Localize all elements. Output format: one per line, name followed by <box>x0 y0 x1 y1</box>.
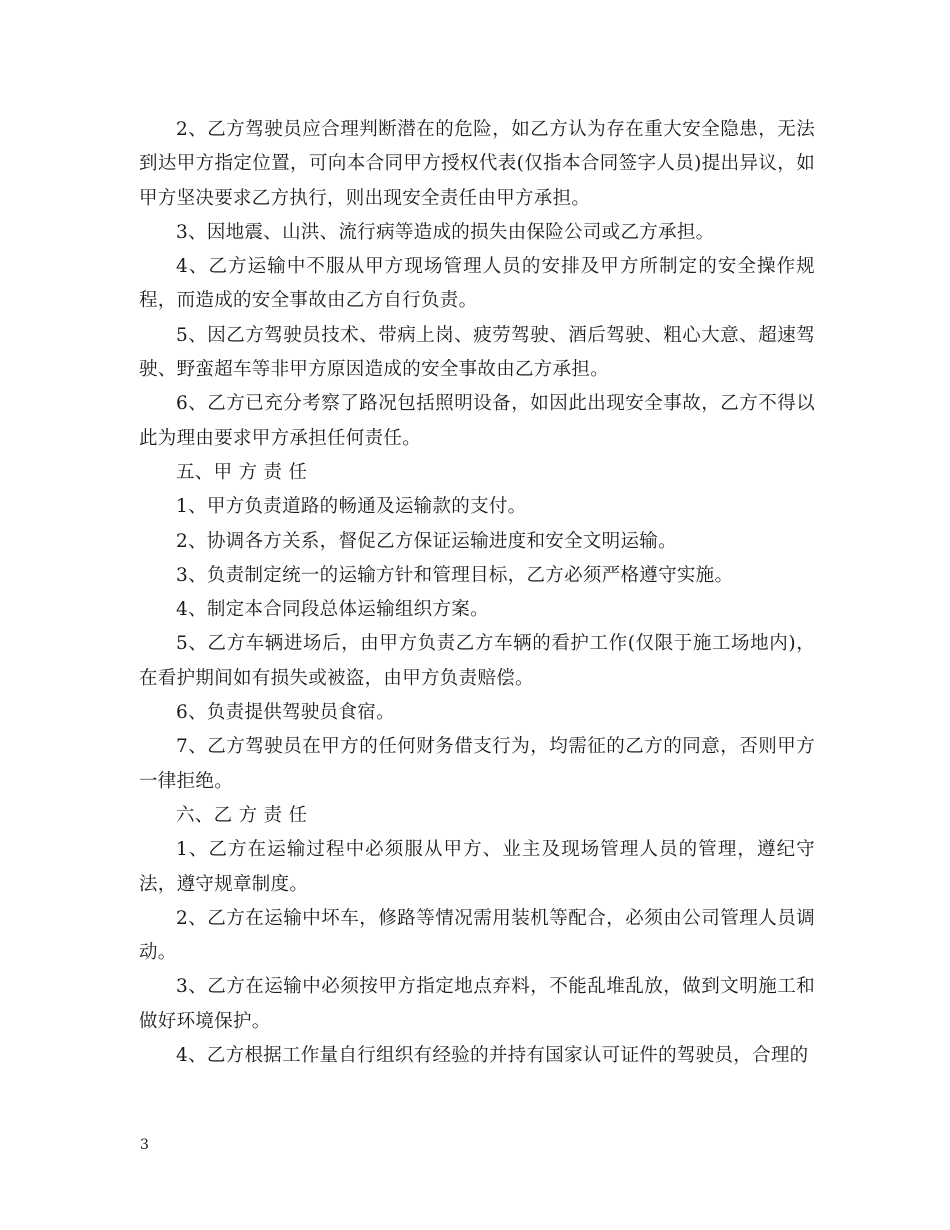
clause-6-2: 2、乙方在运输中坏车，修路等情况需用装机等配合，必须由公司管理人员调动。 <box>139 907 815 964</box>
clause-6-4: 4、乙方根据工作量自行组织有经验的并持有国家认可证件的驾驶员，合理的 <box>176 1045 809 1067</box>
section-heading-5: 五、甲 方 责 任 <box>176 461 308 483</box>
clause-4-4: 4、乙方运输中不服从甲方现场管理人员的安排及甲方所制定的安全操作规程，而造成的安全事故由乙方自行负责。 <box>139 256 815 312</box>
clause-5-4: 4、制定本合同段总体运输组织方案。 <box>176 599 489 621</box>
clause-5-7: 7、乙方驾驶员在甲方的任何财务借支行为，均需征的乙方的同意，否则甲方一律拒绝。 <box>139 736 815 792</box>
clause-4-6: 6、乙方已充分考察了路况包括照明设备，如因此出现安全事故，乙方不得以此为理由要求甲方承担任何责任。 <box>139 393 815 449</box>
clause-6-3: 3、乙方在运输中必须按甲方指定地点弃料，不能乱堆乱放，做到文明施工和做好环境保护。 <box>139 976 815 1032</box>
clause-5-1: 1、甲方负责道路的畅通及运输款的支付。 <box>176 496 527 518</box>
clause-5-2: 2、协调各方关系，督促乙方保证运输进度和安全文明运输。 <box>176 530 677 552</box>
page-number: 3 <box>140 1137 149 1153</box>
clause-6-1: 1、乙方在运输过程中必须服从甲方、业主及现场管理人员的管理，遵纪守法，遵守规章制度。 <box>139 839 815 895</box>
clause-4-2: 2、乙方驾驶员应合理判断潜在的危险，如乙方认为存在重大安全隐患，无法到达甲方指定位置，可向本合同甲方授权代表(仅指本合同签字人员)提出异议，如甲方坚决要求乙方执行，则出现安全责任由甲方承担。 <box>139 119 815 209</box>
clause-4-5: 5、因乙方驾驶员技术、带病上岗、疲劳驾驶、酒后驾驶、粗心大意、超速驾驶、野蛮超车等非甲方原因造成的安全事故由乙方承担。 <box>139 324 815 381</box>
clause-5-3: 3、负责制定统一的运输方针和管理目标，乙方必须严格遵守实施。 <box>176 564 734 586</box>
document-body <box>139 113 815 1073</box>
section-heading-6: 六、乙 方 责 任 <box>176 804 308 826</box>
clause-4-3: 3、因地震、山洪、流行病等造成的损失由保险公司或乙方承担。 <box>176 221 715 243</box>
clause-5-6: 6、负责提供驾驶员食宿。 <box>176 702 395 724</box>
clause-5-5: 5、乙方车辆进场后，由甲方负责乙方车辆的看护工作(仅限于施工场地内)，在看护期间如有损失或被盗，由甲方负责赔偿。 <box>139 633 815 689</box>
